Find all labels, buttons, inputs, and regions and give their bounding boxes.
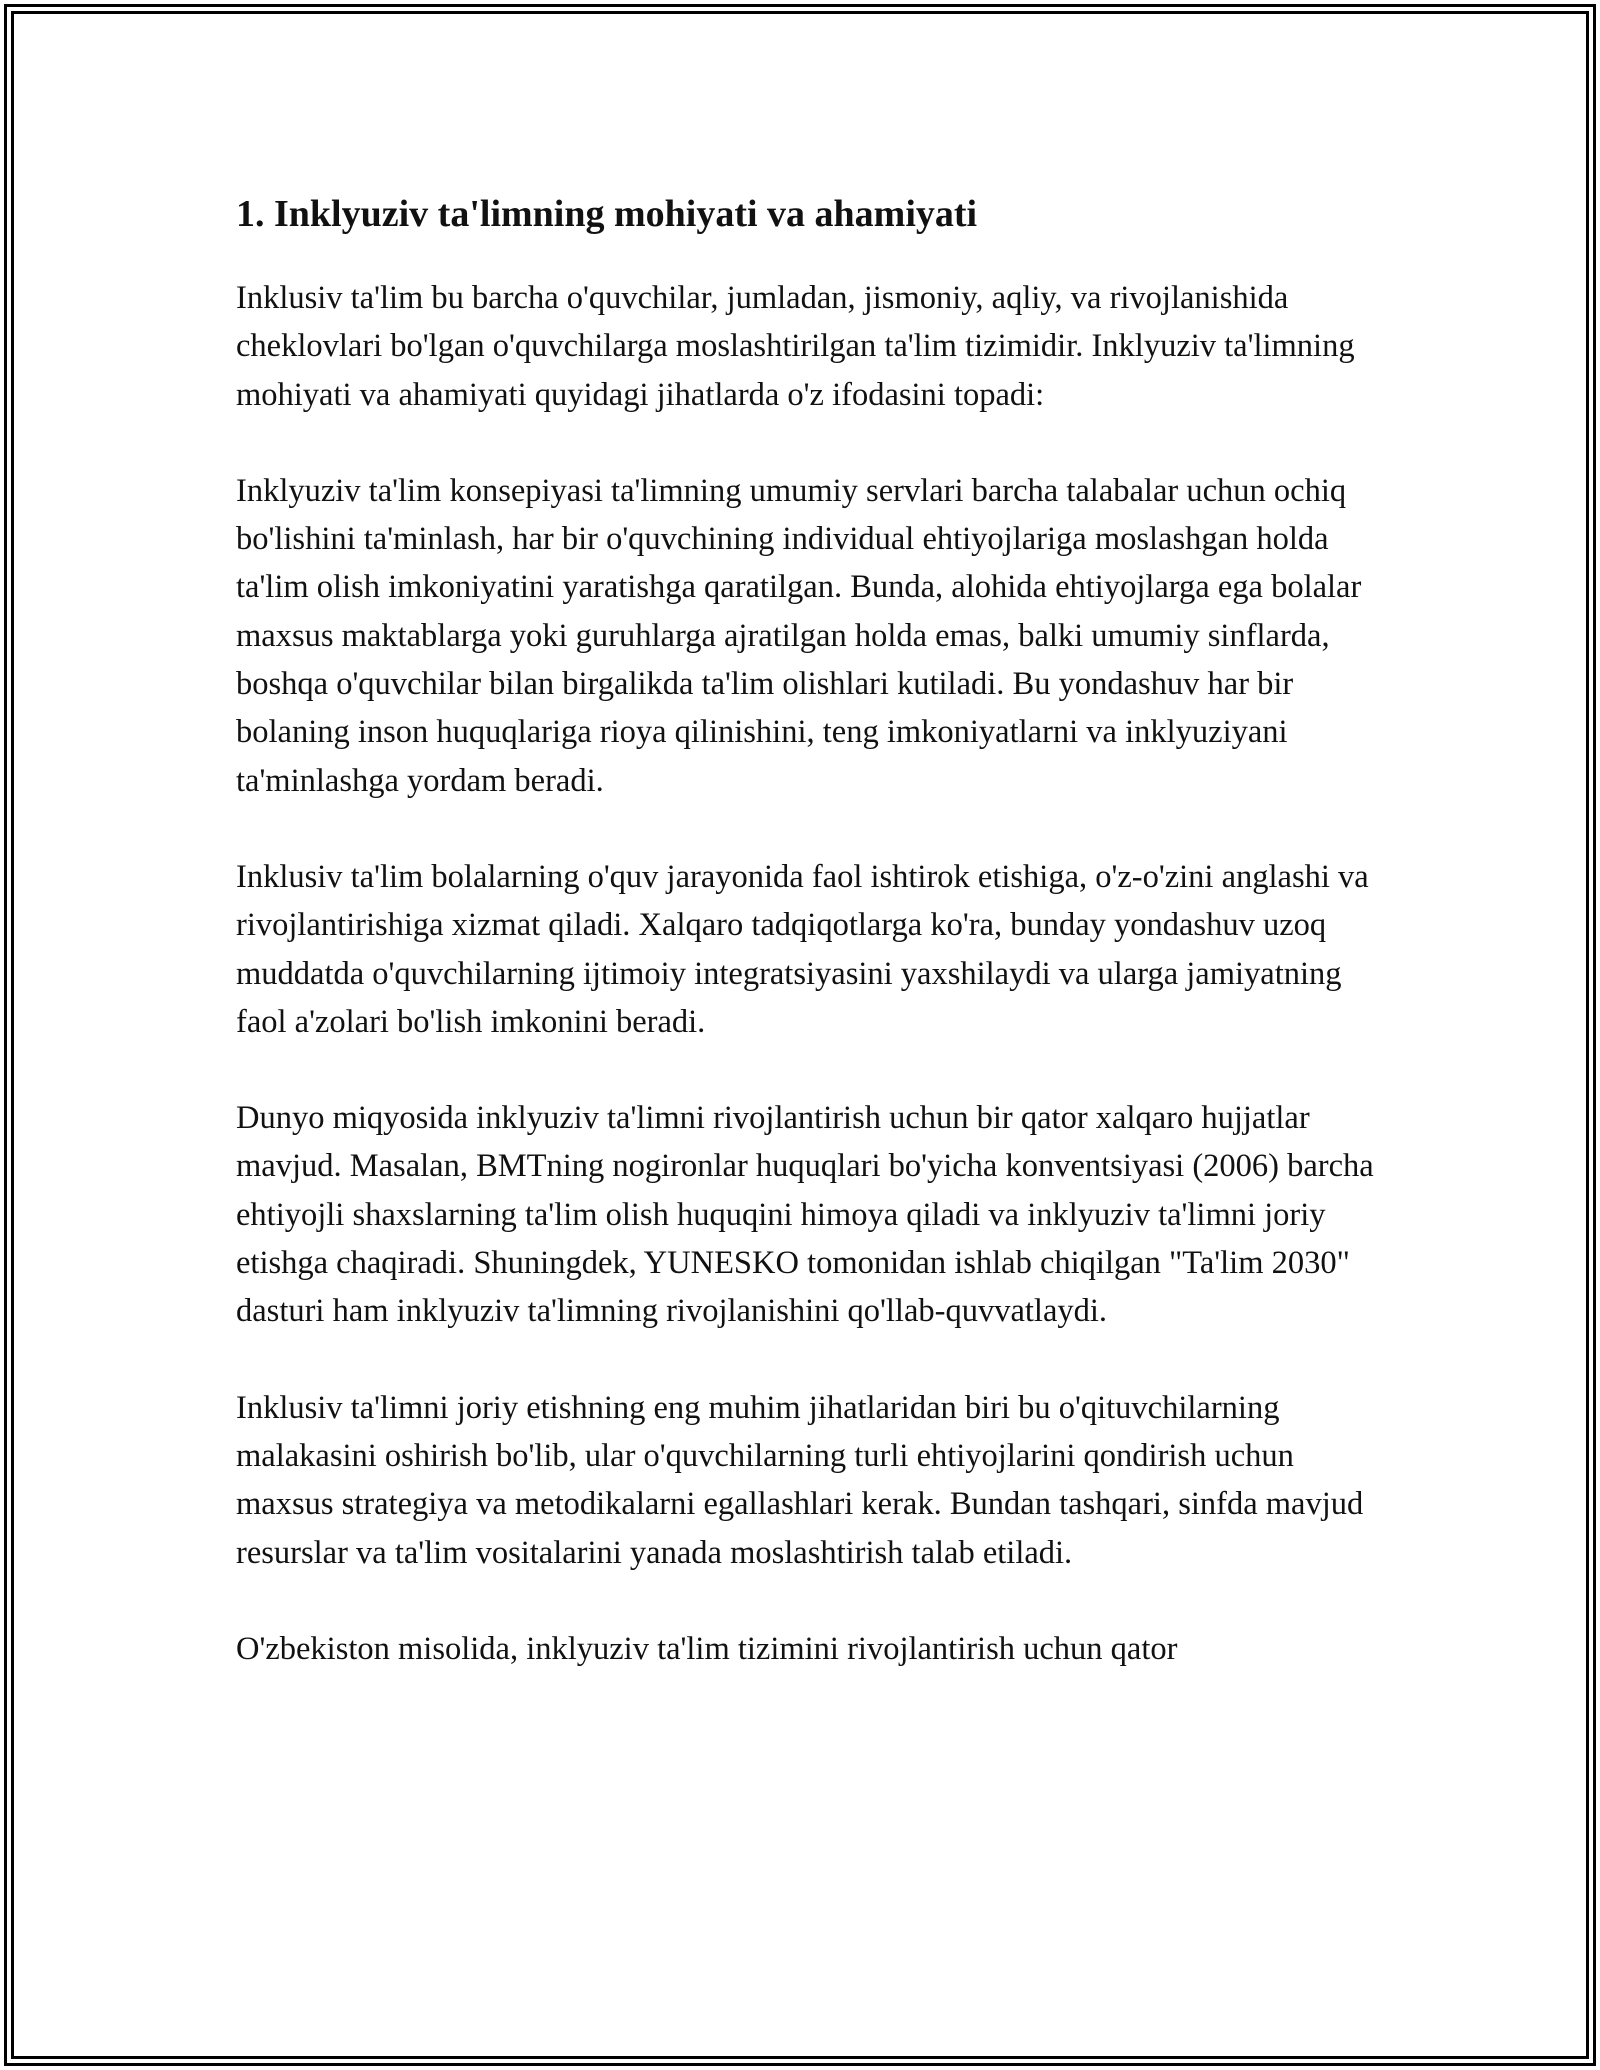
document-body (236, 188, 1376, 1721)
paragraph-1: Inklusiv ta'lim bu barcha o'quvchilar, jumladan, jismoniy, aqliy, va rivojlanishida cheklovlari bo'lgan o'quvchilarga moslashtirilgan ta'lim tizimidir. Inklyuziv ta'limning mohiyati va ahamiyati quyidagi jihatlarda o'z ifodasini topadi: (236, 280, 1355, 413)
section-heading: 1. Inklyuziv ta'limning mohiyati va ahamiyati (236, 193, 978, 235)
paragraph-5: Inklusiv ta'limni joriy etishning eng muhim jihatlaridan biri bu o'qituvchilarning malakasini oshirish bo'lib, ular o'quvchilarning turli ehtiyojlarini qondirish uchun maxsus strategiya va metodikalarni egallashlari kerak. Bundan tashqari, sinfda mavjud resurslar va ta'lim vositalarini yanada moslashtirish talab etiladi. (236, 1389, 1364, 1571)
paragraph-4: Dunyo miqyosida inklyuziv ta'limni rivojlantirish uchun bir qator xalqaro hujjatlar mavjud. Masalan, BMTning nogironlar huquqlari bo'yicha konventsiyasi (2006) barcha ehtiyojli shaxslarning ta'lim olish huquqini himoya qiladi va inklyuziv ta'limni joriy etishga chaqiradi. Shuningdek, YUNESKO tomonidan ishlab chiqilgan "Ta'lim 2030" dasturi ham inklyuziv ta'limning rivojlanishini qo'llab-quvvatlaydi. (236, 1100, 1374, 1330)
paragraph-3: Inklusiv ta'lim bolalarning o'quv jarayonida faol ishtirok etishiga, o'z-o'zini anglashi va rivojlantirishiga xizmat qiladi. Xalqaro tadqiqotlarga ko'ra, bunday yondashuv uzoq muddatda o'quvchilarning ijtimoiy integratsiyasini yaxshilaydi va ularga jamiyatning faol a'zolari bo'lish imkonini beradi. (236, 858, 1369, 1040)
paragraph-6: O'zbekiston misolida, inklyuziv ta'lim tizimini rivojlantirish uchun qator (236, 1630, 1178, 1667)
paragraph-2: Inklyuziv ta'lim konsepiyasi ta'limning umumiy servlari barcha talabalar uchun ochiq bo'lishini ta'minlash, har bir o'quvchining individual ehtiyojlariga moslashgan holda ta'lim olish imkoniyatini yaratishga qaratilgan. Bunda, alohida ehtiyojlarga ega bolalar maxsus maktablarga yoki guruhlarga ajratilgan holda emas, balki umumiy sinflarda, boshqa o'quvchilar bilan birgalikda ta'lim olishlari kutiladi. Bu yondashuv har bir bolaning inson huquqlariga rioya qilinishini, teng imkoniyatlarni va inklyuziyani ta'minlashga yordam beradi. (236, 472, 1362, 799)
